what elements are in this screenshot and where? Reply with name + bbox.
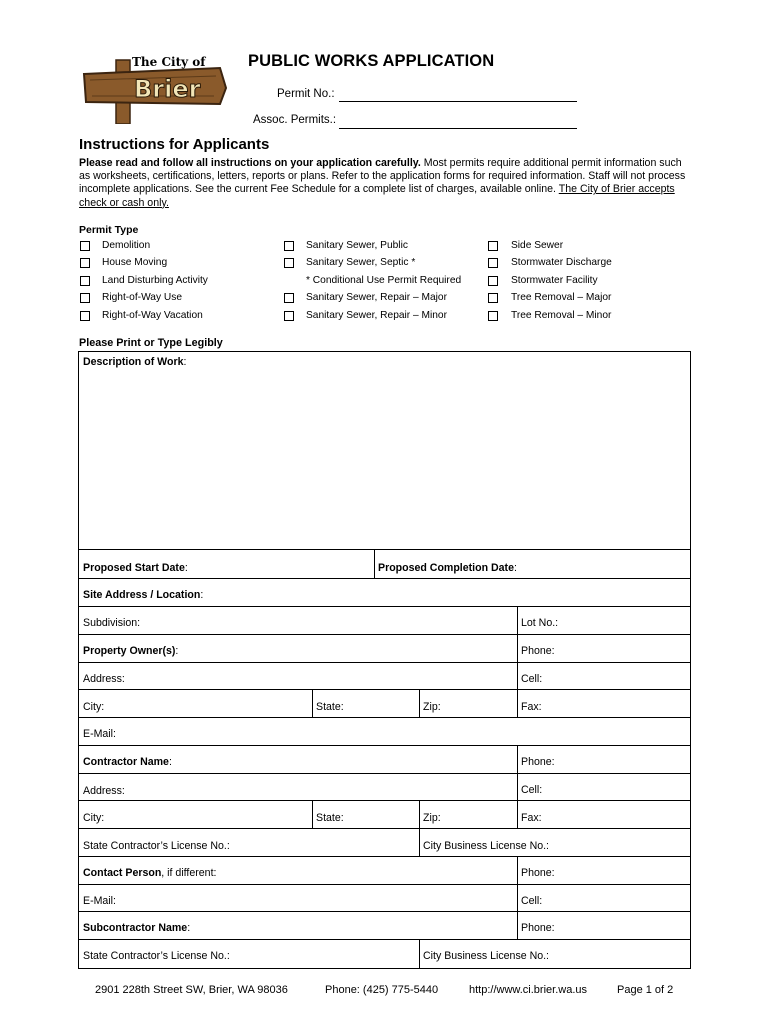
col-divider bbox=[517, 800, 518, 828]
conditional-use-note: * Conditional Use Permit Required bbox=[306, 275, 462, 286]
checkbox-demolition[interactable] bbox=[80, 241, 90, 251]
option-label: Stormwater Discharge bbox=[511, 257, 612, 268]
footer-page-number: Page 1 of 2 bbox=[617, 984, 674, 996]
contact-email-field[interactable]: E-Mail: bbox=[83, 895, 116, 907]
checkbox-right-of-way-use[interactable] bbox=[80, 293, 90, 303]
contractor-cell-field[interactable]: Cell: bbox=[521, 784, 543, 796]
contractor-state-field[interactable]: State: bbox=[316, 812, 344, 824]
colon-text: : bbox=[175, 645, 179, 657]
footer-address: 2901 228th Street SW, Brier, WA 98036 bbox=[95, 984, 288, 996]
option-label: Right-of-Way Vacation bbox=[102, 310, 203, 321]
contractor-address-field[interactable]: Address: bbox=[83, 785, 125, 797]
option-label: Sanitary Sewer, Repair – Major bbox=[306, 292, 447, 303]
col-divider bbox=[419, 800, 420, 856]
owner-cell-field[interactable]: Cell: bbox=[521, 673, 543, 685]
owner-city-field[interactable]: City: bbox=[83, 701, 105, 713]
contractor-state-license-field[interactable]: State Contractor’s License No.: bbox=[83, 840, 230, 852]
owner-address-field[interactable]: Address: bbox=[83, 673, 125, 685]
application-form bbox=[78, 351, 691, 969]
option-label: Demolition bbox=[102, 240, 151, 251]
col-divider bbox=[517, 606, 518, 634]
option-label: Tree Removal – Minor bbox=[511, 310, 612, 321]
contact-cell-field[interactable]: Cell: bbox=[521, 895, 543, 907]
city-of-brier-logo bbox=[80, 52, 230, 124]
owner-state-field[interactable]: State: bbox=[316, 701, 344, 713]
row-divider bbox=[79, 549, 690, 550]
col-divider bbox=[517, 662, 518, 689]
colon-text: : bbox=[168, 756, 172, 768]
checkbox-sanitary-septic[interactable] bbox=[284, 258, 294, 268]
property-owner-label: Property Owner(s) bbox=[83, 645, 176, 657]
checkbox-house-moving[interactable] bbox=[80, 258, 90, 268]
logo-text-top: The City of bbox=[132, 55, 206, 69]
row-divider bbox=[79, 939, 690, 940]
contractor-city-field[interactable]: City: bbox=[83, 812, 105, 824]
checkbox-tree-removal-major[interactable] bbox=[488, 293, 498, 303]
start-date-field[interactable] bbox=[83, 562, 188, 574]
row-divider bbox=[79, 578, 690, 579]
checkbox-side-sewer[interactable] bbox=[488, 241, 498, 251]
permit-no-field[interactable] bbox=[339, 101, 577, 102]
col-divider bbox=[517, 745, 518, 773]
row-divider bbox=[79, 773, 690, 774]
colon-text: : bbox=[200, 589, 204, 601]
col-divider bbox=[374, 549, 375, 578]
row-divider bbox=[79, 689, 690, 690]
page-title: PUBLIC WORKS APPLICATION bbox=[248, 52, 495, 70]
property-owner-field[interactable] bbox=[83, 645, 178, 657]
instructions-body: Most permits require additional permit information such as worksheets, certifications, letters, reports or plans. Refer to the application forms for required information. Staff will not process incomplete applications. See the current Fee Schedule for a complete list of charges, available online. bbox=[79, 157, 686, 196]
colon-text: : bbox=[513, 562, 517, 574]
if-different-text: , if different: bbox=[161, 867, 217, 879]
col-divider bbox=[312, 689, 313, 717]
option-label: House Moving bbox=[102, 257, 168, 268]
checkbox-sanitary-public[interactable] bbox=[284, 241, 294, 251]
col-divider bbox=[517, 773, 518, 800]
contractor-city-license-field[interactable]: City Business License No.: bbox=[423, 840, 550, 852]
owner-phone-field[interactable]: Phone: bbox=[521, 645, 555, 657]
description-label: Description of Work bbox=[83, 356, 184, 368]
checkbox-tree-removal-minor[interactable] bbox=[488, 311, 498, 321]
option-label: Land Disturbing Activity bbox=[102, 275, 208, 286]
colon-text: : bbox=[184, 562, 188, 574]
col-divider bbox=[312, 800, 313, 828]
checkbox-sanitary-repair-major[interactable] bbox=[284, 293, 294, 303]
subcontractor-city-license-field[interactable]: City Business License No.: bbox=[423, 950, 550, 962]
option-label: Sanitary Sewer, Repair – Minor bbox=[306, 310, 447, 321]
colon-text: : bbox=[183, 356, 187, 368]
contractor-name-field[interactable] bbox=[83, 756, 172, 768]
col-divider bbox=[517, 689, 518, 717]
col-divider bbox=[419, 939, 420, 968]
subcontractor-name-label: Subcontractor Name bbox=[83, 922, 188, 934]
print-legibly-heading: Please Print or Type Legibly bbox=[79, 337, 223, 349]
instructions-heading: Instructions for Applicants bbox=[79, 136, 270, 153]
row-divider bbox=[79, 800, 690, 801]
logo-text-main: Brier bbox=[134, 75, 201, 103]
subcontractor-phone-field[interactable]: Phone: bbox=[521, 922, 555, 934]
start-date-label: Proposed Start Date bbox=[83, 562, 185, 574]
instructions-bold-lead: Please read and follow all instructions on your application carefully. bbox=[79, 157, 421, 169]
site-address-label: Site Address / Location bbox=[83, 589, 201, 601]
colon-text: : bbox=[187, 922, 191, 934]
description-of-work-field[interactable] bbox=[83, 356, 186, 368]
option-label: Tree Removal – Major bbox=[511, 292, 612, 303]
completion-date-label: Proposed Completion Date bbox=[378, 562, 514, 574]
option-label: Stormwater Facility bbox=[511, 275, 598, 286]
row-divider bbox=[79, 911, 690, 912]
contact-phone-field[interactable]: Phone: bbox=[521, 867, 555, 879]
subcontractor-name-field[interactable] bbox=[83, 922, 190, 934]
lot-no-field[interactable]: Lot No.: bbox=[521, 617, 559, 629]
contact-person-label: Contact Person bbox=[83, 867, 162, 879]
subdivision-field[interactable]: Subdivision: bbox=[83, 617, 141, 629]
contractor-name-label: Contractor Name bbox=[83, 756, 169, 768]
checkbox-land-disturbing[interactable] bbox=[80, 276, 90, 286]
option-label: Sanitary Sewer, Public bbox=[306, 240, 408, 251]
row-divider bbox=[79, 634, 690, 635]
checkbox-right-of-way-vacation[interactable] bbox=[80, 311, 90, 321]
option-label: Right-of-Way Use bbox=[102, 292, 183, 303]
row-divider bbox=[79, 828, 690, 829]
contractor-fax-field[interactable]: Fax: bbox=[521, 812, 542, 824]
owner-fax-field[interactable]: Fax: bbox=[521, 701, 542, 713]
assoc-permits-label: Assoc. Permits.: bbox=[253, 114, 337, 126]
row-divider bbox=[79, 884, 690, 885]
assoc-permits-field[interactable] bbox=[339, 128, 577, 129]
site-address-field[interactable] bbox=[83, 589, 203, 601]
contact-person-field[interactable] bbox=[83, 867, 216, 879]
footer-website-link[interactable]: http://www.ci.brier.wa.us bbox=[469, 984, 587, 996]
contractor-phone-field[interactable]: Phone: bbox=[521, 756, 555, 768]
col-divider bbox=[419, 689, 420, 717]
contractor-zip-field[interactable]: Zip: bbox=[423, 812, 441, 824]
col-divider bbox=[517, 856, 518, 939]
completion-date-field[interactable] bbox=[378, 562, 517, 574]
row-divider bbox=[79, 745, 690, 746]
permit-no-label: Permit No.: bbox=[277, 88, 335, 100]
row-divider bbox=[79, 606, 690, 607]
subcontractor-state-license-field[interactable]: State Contractor’s License No.: bbox=[83, 950, 230, 962]
payment-note: The City of Brier accepts check or cash only. bbox=[79, 183, 675, 209]
col-divider bbox=[517, 634, 518, 662]
option-label: Sanitary Sewer, Septic * bbox=[306, 257, 416, 268]
owner-email-field[interactable]: E-Mail: bbox=[83, 728, 116, 740]
footer-phone: Phone: (425) 775-5440 bbox=[325, 984, 439, 996]
checkbox-stormwater-facility[interactable] bbox=[488, 276, 498, 286]
row-divider bbox=[79, 856, 690, 857]
row-divider bbox=[79, 717, 690, 718]
option-label: Side Sewer bbox=[511, 240, 564, 251]
checkbox-sanitary-repair-minor[interactable] bbox=[284, 311, 294, 321]
owner-zip-field[interactable]: Zip: bbox=[423, 701, 441, 713]
checkbox-stormwater-discharge[interactable] bbox=[488, 258, 498, 268]
permit-type-heading: Permit Type bbox=[79, 224, 139, 236]
row-divider bbox=[79, 662, 690, 663]
instructions-paragraph bbox=[79, 157, 691, 210]
